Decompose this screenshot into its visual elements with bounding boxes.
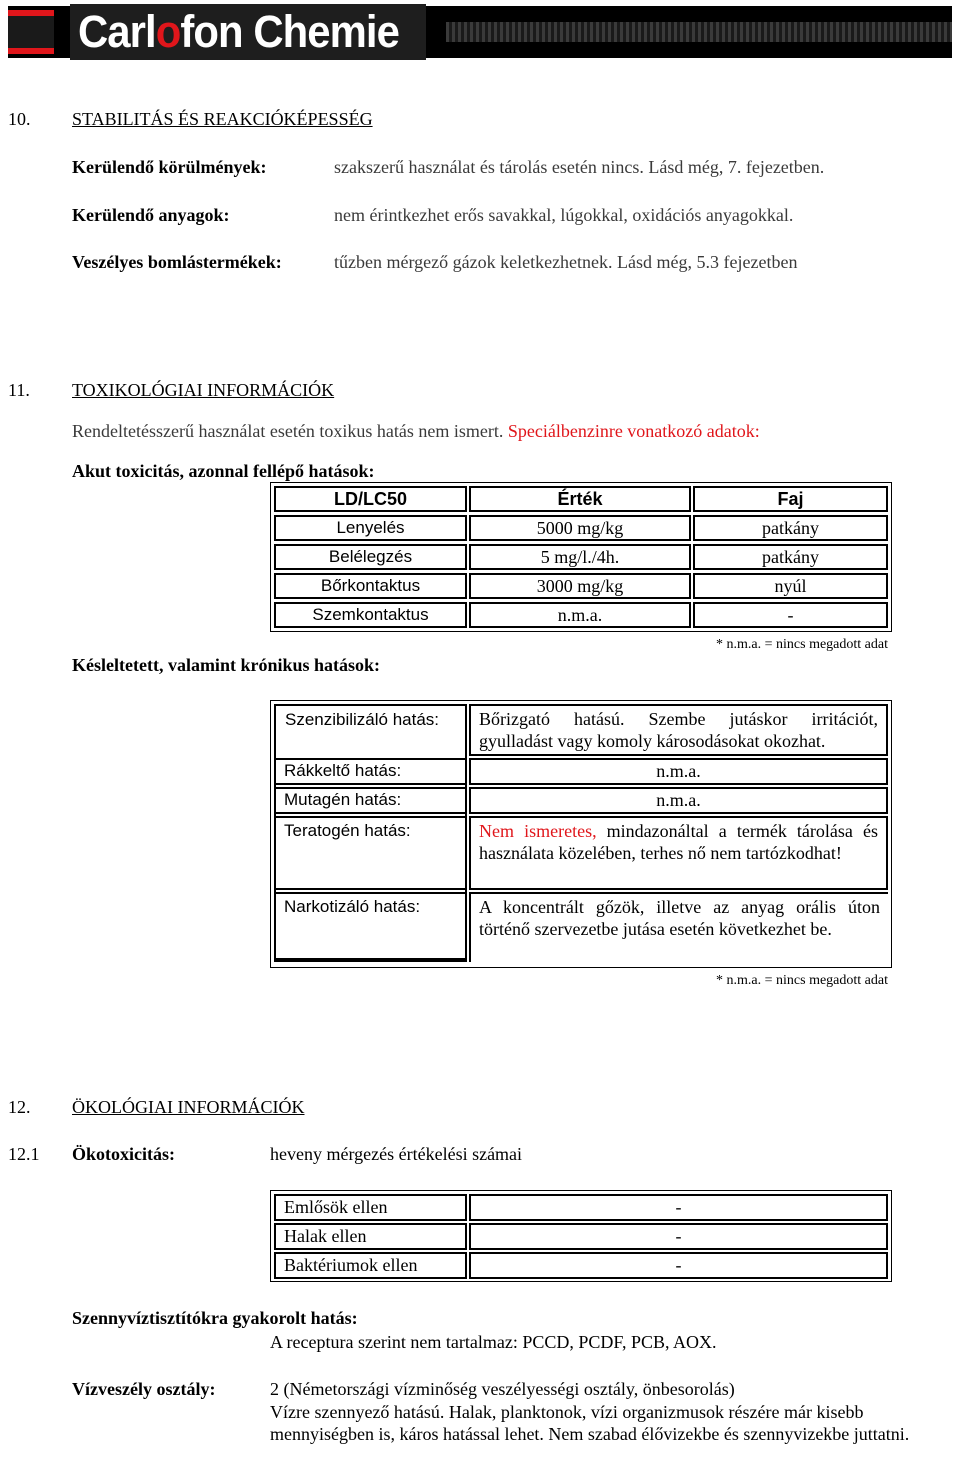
chronic-effects-table [270, 700, 892, 968]
chronic-value-3-text: mindazonáltal a termék tárolása és használata közelében, terhes nő nem tartózkodhat! [479, 821, 879, 863]
eco-cell-2-0: Baktériumok ellen [274, 1252, 467, 1279]
section-11-title: TOXIKOLÓGIAI INFORMÁCIÓK [72, 380, 335, 400]
s10-label-2: Veszélyes bomlástermékek: [72, 252, 282, 272]
waste-water-label: Szennyvíztisztítókra gyakorolt hatás: [72, 1308, 358, 1328]
chronic-label-4: Narkotizáló hatás: [274, 892, 467, 962]
water-hazard-value: 2 (Németországi vízminőség veszélyességi osztály, önbesorolás) [270, 1379, 735, 1399]
acute-cell-1-1: 5 mg/l./4h. [469, 544, 691, 570]
logo-text: Carlofon Chemie [78, 6, 399, 57]
logo-left-mark [8, 10, 54, 54]
s11-intro-red: Speciálbenzinre vonatkozó adatok: [507, 421, 760, 441]
acute-header-2: Faj [693, 486, 888, 512]
s10-value-2: tűzben mérgező gázok keletkezhetnek. Lásd még, 5.3 fejezetben [334, 252, 798, 272]
s12-sub-label: Ökotoxicitás: [72, 1144, 175, 1164]
s11-intro-text: Rendeltetésszerű használat esetén toxikus hatás nem ismert. [72, 421, 504, 441]
acute-cell-2-0: Bőrkontaktus [274, 573, 467, 599]
acute-cell-3-2: - [693, 602, 888, 628]
acute-cell-0-2: patkány [693, 515, 888, 541]
s10-value-0: szakszerű használat és tárolás esetén nincs. Lásd még, 7. fejezetben. [334, 157, 825, 177]
acute-header-1: Érték [469, 486, 691, 512]
section-10-number: 10. [8, 109, 31, 129]
water-hazard-description: Vízre szennyező hatású. Halak, planktonok, vízi organizmusok részére már kisebb mennyiségben is, káros hatással lehet. Nem szabad élővizekbe és szennyvizekbe juttatni. [270, 1402, 910, 1444]
chronic-value-4: A koncentrált gőzök, illetve az anyag orális úton történő szervezetbe jutása esetén következhet be. [469, 892, 888, 962]
logo-stripe [446, 22, 952, 42]
chronic-effects-label: Késleltetett, valamint krónikus hatások: [72, 655, 380, 675]
acute-cell-2-1: 3000 mg/kg [469, 573, 691, 599]
s10-label-1: Kerülendő anyagok: [72, 205, 230, 225]
acute-cell-1-2: patkány [693, 544, 888, 570]
eco-cell-0-1: - [469, 1194, 888, 1221]
acute-cell-3-1: n.m.a. [469, 602, 691, 628]
s10-value-1: nem érintkezhet erős savakkal, lúgokkal, oxidációs anyagokkal. [334, 205, 794, 225]
acute-toxicity-label: Akut toxicitás, azonnal fellépő hatások: [72, 461, 375, 481]
acute-cell-2-2: nyúl [693, 573, 888, 599]
section-10-title: STABILITÁS ÉS REAKCIÓKÉPESSÉG [72, 109, 373, 129]
section-11-number: 11. [8, 380, 30, 400]
chronic-value-0: Bőrizgató hatású. Szembe jutáskor irritációt, gyulladást vagy komoly károsodásokat okozhat. [469, 704, 888, 756]
chronic-footnote: * n.m.a. = nincs megadott adat [716, 973, 888, 988]
s12-sub-value: heveny mérgezés értékelési számai [270, 1144, 523, 1164]
chronic-value-3-red: Nem ismeretes, [479, 821, 597, 841]
ecotox-table [270, 1190, 892, 1282]
eco-cell-1-1: - [469, 1223, 888, 1250]
acute-cell-3-0: Szemkontaktus [274, 602, 467, 628]
company-logo [8, 4, 952, 64]
water-hazard-label: Vízveszély osztály: [72, 1379, 216, 1399]
chronic-value-1: n.m.a. [469, 758, 888, 785]
eco-cell-0-0: Emlősök ellen [274, 1194, 467, 1221]
section-12-number: 12. [8, 1097, 31, 1117]
acute-toxicity-table [270, 482, 892, 632]
section-12-title: ÖKOLÓGIAI INFORMÁCIÓK [72, 1097, 305, 1117]
s12-sub-number: 12.1 [8, 1144, 40, 1164]
acute-header-0: LD/LC50 [274, 486, 467, 512]
chronic-value-3 [469, 816, 888, 890]
chronic-label-2: Mutagén hatás: [274, 787, 467, 814]
acute-footnote: * n.m.a. = nincs megadott adat [716, 637, 888, 652]
chronic-label-1: Rákkeltő hatás: [274, 758, 467, 785]
chronic-value-2: n.m.a. [469, 787, 888, 814]
acute-cell-0-0: Lenyelés [274, 515, 467, 541]
s10-label-0: Kerülendő körülmények: [72, 157, 267, 177]
eco-cell-1-0: Halak ellen [274, 1223, 467, 1250]
acute-cell-0-1: 5000 mg/kg [469, 515, 691, 541]
chronic-label-0: Szenzibilizáló hatás: [285, 710, 440, 729]
waste-water-value: A receptura szerint nem tartalmaz: PCCD, PCDF, PCB, AOX. [270, 1332, 717, 1352]
chronic-label-3: Teratogén hatás: [274, 816, 467, 890]
acute-cell-1-0: Belélegzés [274, 544, 467, 570]
eco-cell-2-1: - [469, 1252, 888, 1279]
s11-intro [72, 420, 760, 442]
